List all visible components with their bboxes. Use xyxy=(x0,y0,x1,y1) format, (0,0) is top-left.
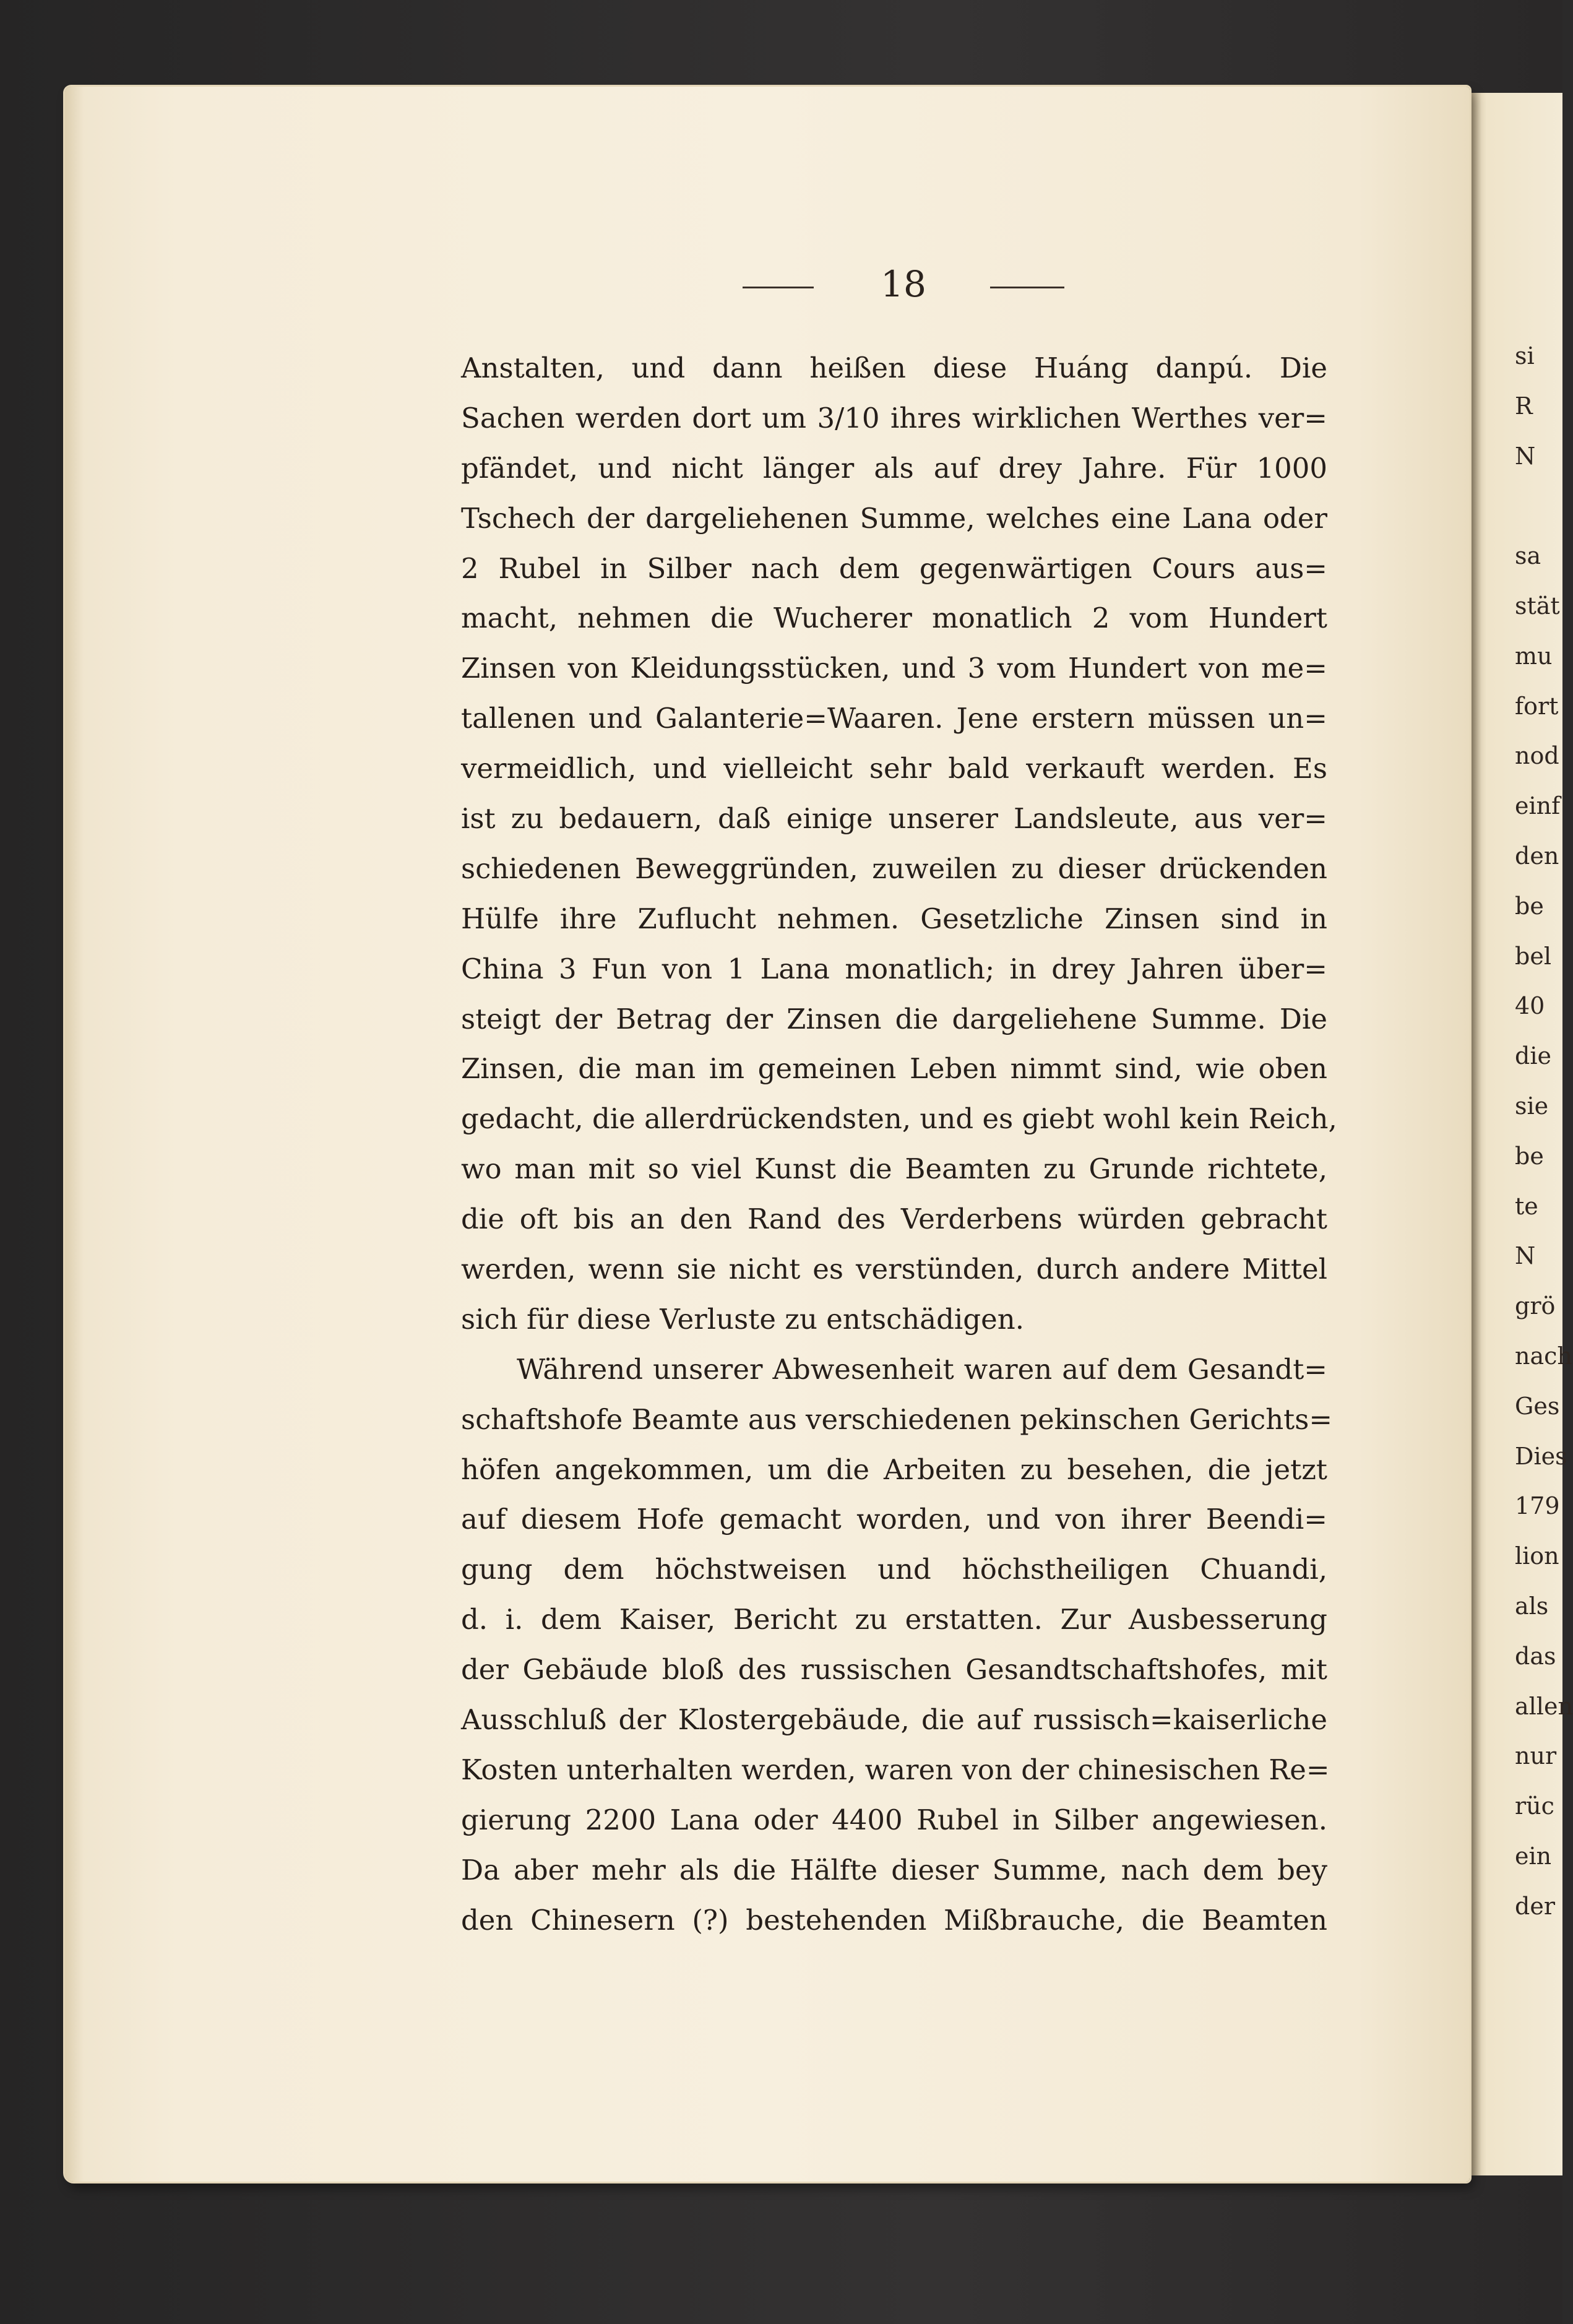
text-line: 2 Rubel in Silber nach dem gegenwärtigen Cours aus= xyxy=(461,551,1327,585)
facing-fragment: stät xyxy=(1515,592,1560,620)
facing-page-text-fragments xyxy=(1515,331,1573,1932)
text-line: den Chinesern (?) bestehenden Mißbrauche, die Beamten xyxy=(461,1903,1327,1937)
text-line: Anstalten, und dann heißen diese Huáng danpú. Die xyxy=(461,352,1327,384)
text-line: der Gebäude bloß des russischen Gesandtschaftshofes, mit xyxy=(461,1653,1327,1687)
text-line: schiedenen Beweggründen, zuweilen zu dieser drückenden xyxy=(461,852,1327,885)
header-rule-right xyxy=(990,287,1064,288)
facing-fragment: als xyxy=(1515,1592,1549,1620)
body-text xyxy=(461,343,1337,1946)
facing-fragment: der xyxy=(1515,1892,1555,1920)
facing-fragment: Dies xyxy=(1515,1442,1567,1470)
facing-fragment: die xyxy=(1515,1042,1551,1070)
facing-fragment: mu xyxy=(1515,642,1553,670)
facing-fragment: sa xyxy=(1515,542,1541,570)
header-rule-left xyxy=(743,287,814,288)
page-number: 18 xyxy=(881,263,926,305)
text-line: höfen angekommen, um die Arbeiten zu besehen, die jetzt xyxy=(461,1453,1327,1486)
facing-fragment: das xyxy=(1515,1642,1556,1670)
text-line: gung dem höchstweisen und höchstheiligen Chuandi, xyxy=(461,1553,1327,1586)
facing-fragment: sie xyxy=(1515,1092,1549,1120)
facing-fragment: R xyxy=(1515,392,1533,420)
text-line: schaftshofe Beamte aus verschiedenen pekinschen Gerichts= xyxy=(461,1402,1333,1436)
page-deckle-edge xyxy=(65,87,84,2182)
text-line: Hülfe ihre Zuflucht nehmen. Gesetzliche Zinsen sind in xyxy=(461,902,1327,935)
text-line: pfändet, und nicht länger als auf drey Jahre. Für 1000 xyxy=(461,451,1327,485)
page-header xyxy=(736,263,1083,313)
text-line: gedacht, die allerdrückendsten, und es giebt wohl kein Reich, xyxy=(461,1102,1337,1136)
text-line: werden, wenn sie nicht es verstünden, durch andere Mittel xyxy=(461,1253,1327,1286)
facing-fragment: ein xyxy=(1515,1842,1552,1870)
facing-fragment: Ges xyxy=(1515,1392,1560,1420)
facing-fragment: be xyxy=(1515,892,1544,920)
text-line: Tschech der dargeliehenen Summe, welches eine Lana oder xyxy=(461,501,1327,535)
facing-fragment: te xyxy=(1515,1192,1538,1220)
paragraph-start-line: Während unserer Abwesenheit waren auf dem Gesandt= xyxy=(517,1352,1327,1386)
facing-fragment: allen xyxy=(1515,1692,1573,1720)
facing-fragment: be xyxy=(1515,1142,1544,1170)
text-line: Da aber mehr als die Hälfte dieser Summe, nach dem bey xyxy=(461,1853,1327,1886)
text-line: tallenen und Galanterie=Waaren. Jene erstern müssen un= xyxy=(461,702,1327,735)
text-line: steigt der Betrag der Zinsen die dargeliehene Summe. Die xyxy=(461,1002,1327,1035)
facing-fragment: bel xyxy=(1515,942,1551,970)
facing-fragment xyxy=(1515,481,1562,531)
facing-fragment: lion xyxy=(1515,1542,1559,1570)
text-line: Zinsen, die man im gemeinen Leben nimmt sind, wie oben xyxy=(461,1052,1327,1086)
facing-fragment: nach xyxy=(1515,1342,1572,1370)
facing-fragment: rüc xyxy=(1515,1792,1554,1820)
facing-fragment: si xyxy=(1515,342,1535,369)
facing-fragment: nod xyxy=(1515,742,1559,770)
facing-fragment: fort xyxy=(1515,692,1559,720)
text-line: macht, nehmen die Wucherer monatlich 2 vom Hundert xyxy=(461,602,1327,635)
text-line: wo man mit so viel Kunst die Beamten zu Grunde richtete, xyxy=(461,1152,1327,1186)
text-line: d. i. dem Kaiser, Bericht zu erstatten. Zur Ausbesserung xyxy=(461,1603,1327,1636)
gutter-shadow xyxy=(1468,93,1481,2175)
text-line: vermeidlich, und vielleicht sehr bald verkauft werden. Es xyxy=(461,752,1327,785)
text-line: gierung 2200 Lana oder 4400 Rubel in Silber angewiesen. xyxy=(461,1803,1327,1836)
text-line: ist zu bedauern, daß einige unserer Landsleute, aus ver= xyxy=(461,802,1327,836)
facing-fragment: nur xyxy=(1515,1742,1557,1770)
text-line: Zinsen von Kleidungsstücken, und 3 vom Hundert von me= xyxy=(461,652,1327,685)
facing-fragment: einf xyxy=(1515,792,1561,820)
paragraph-end-line: sich für diese Verluste zu entschädigen. xyxy=(461,1302,1024,1336)
text-line: auf diesem Hofe gemacht worden, und von ihrer Beendi= xyxy=(461,1503,1327,1536)
facing-fragment: N xyxy=(1515,442,1536,470)
facing-fragment: 40 xyxy=(1515,992,1545,1020)
text-line: Sachen werden dort um 3/10 ihres wirklichen Werthes ver= xyxy=(461,401,1327,434)
text-line: Ausschluß der Klostergebäude, die auf russisch=kaiserliche xyxy=(461,1703,1327,1737)
facing-fragment: den xyxy=(1515,842,1559,870)
text-line: die oft bis an den Rand des Verderbens würden gebracht xyxy=(461,1203,1327,1236)
facing-fragment: grö xyxy=(1515,1292,1556,1320)
facing-fragment: N xyxy=(1515,1242,1536,1270)
facing-fragment: 179 xyxy=(1515,1492,1560,1520)
text-line: Kosten unterhalten werden, waren von der chinesischen Re= xyxy=(461,1753,1330,1786)
text-line: China 3 Fun von 1 Lana monatlich; in drey Jahren über= xyxy=(461,952,1327,985)
